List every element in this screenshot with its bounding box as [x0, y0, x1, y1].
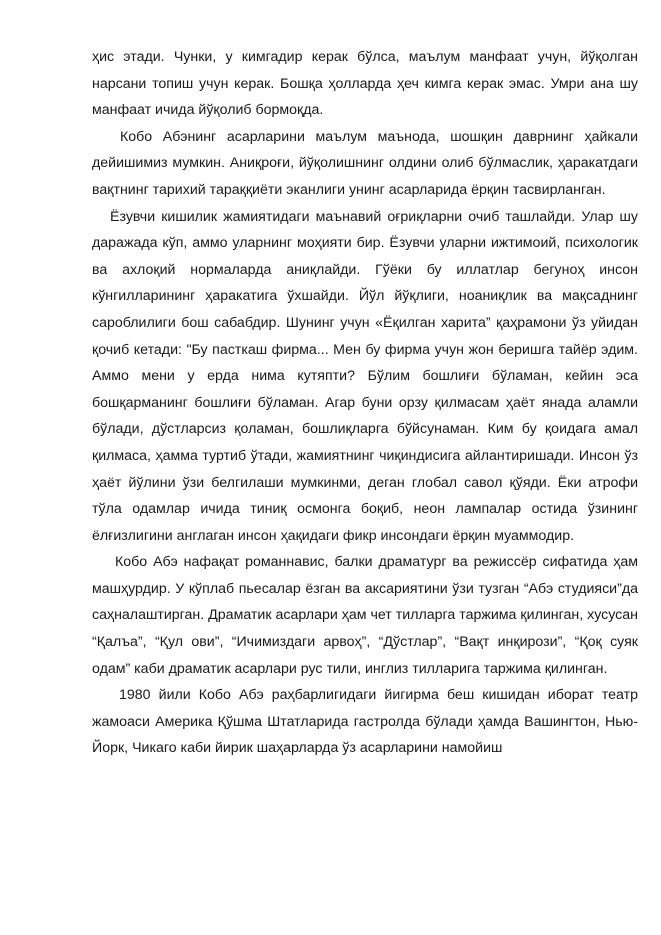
paragraph: 1980 йили Кобо Абэ раҳбарлигидаги йигирма беш кишидан иборат театр жамоаси Америка Қўшма Штатларида гастролда бўлади ҳамда Вашингтон, Нью-Йорк, Чикаго каби йирик шаҳарларда ўз асарларини намойиш	[92, 687, 638, 757]
paragraph: ҳис этади. Чунки, у кимгадир керак бўлса, маълум манфаат учун, йўқолган нарсани топиш учун керак. Бошқа ҳолларда ҳеч кимга керак эмас. Умри ана шу манфаат ичида йўқолиб бормоқда.	[92, 49, 638, 119]
paragraph: Ёзувчи кишилик жамиятидаги маънавий оғриқларни очиб ташлайди. Улар шу даражада кўп, аммо уларнинг моҳияти бир. Ёзувчи уларни ижтимоий, психологик ва ахлоқий нормаларда аниқлайди. Гўёки бу иллатлар бегуноҳ инсон кўнгилларининг ҳаракатига ўхшайди. Йўл йўқлиги, ноаниқлик ва мақсаднинг сароблилиги бош сабабдир. Шунинг учун «Ёқилган харита” қаҳрамони ўз уйидан қочиб кетади: "Бу пасткаш фирма... Мен бу фирма учун жон беришга тайёр эдим. Аммо мени у ерда нима кутяпти? Бўлим бошлиғи бўламан, кейин эса бошқарманинг бошлиғи бўламан. Агар буни орзу қилмасам ҳаёт янада аламли бўлади, дўстларсиз қоламан, бошлиқларга бўйсунаман. Ким бу қоидага амал қилмаса, ҳамма туртиб ўтади, жамиятнинг чиқиндисига айлантиришади. Инсон ўз ҳаёт йўлини ўзи белгилаши мумкинми, деган глобал савол қўяди. Ёки атрофи тўла одамлар ичида тиниқ осмонга боқиб, неон лампалар остида ўзининг ёлғизлигини англаган инсон ҳақидаги фикр инсондаги ёрқин муаммодир.	[92, 208, 638, 544]
paragraph: Кобо Абэнинг асарларини маълум маънода, шошқин даврнинг ҳайкали дейишимиз мумкин. Аниқроғи, йўқолишнинг олдини олиб бўлмаслик, ҳаракатдаги вақтнинг тарихий тараққиёти эканлиги унинг асарларида ёрқин тасвирланган.	[92, 128, 638, 198]
document-page	[92, 44, 638, 762]
paragraph: Кобо Абэ нафақат романнавис, балки драматург ва режиссёр сифатида ҳам машҳурдир. У кўплаб пьесалар ёзган ва аксариятини ўзи тузган “Абэ студияси”да саҳналаштирган. Драматик асарлари ҳам чет тилларга таржима қилинган, хусусан “Қалъа”, “Қул ови”, “Ичимиздаги арвоҳ”, “Дўстлар”, “Вақт инқирози”, “Қоқ суяк одам” каби драматик асарлари рус тили, инглиз тилларига таржима қилинган.	[92, 554, 638, 677]
